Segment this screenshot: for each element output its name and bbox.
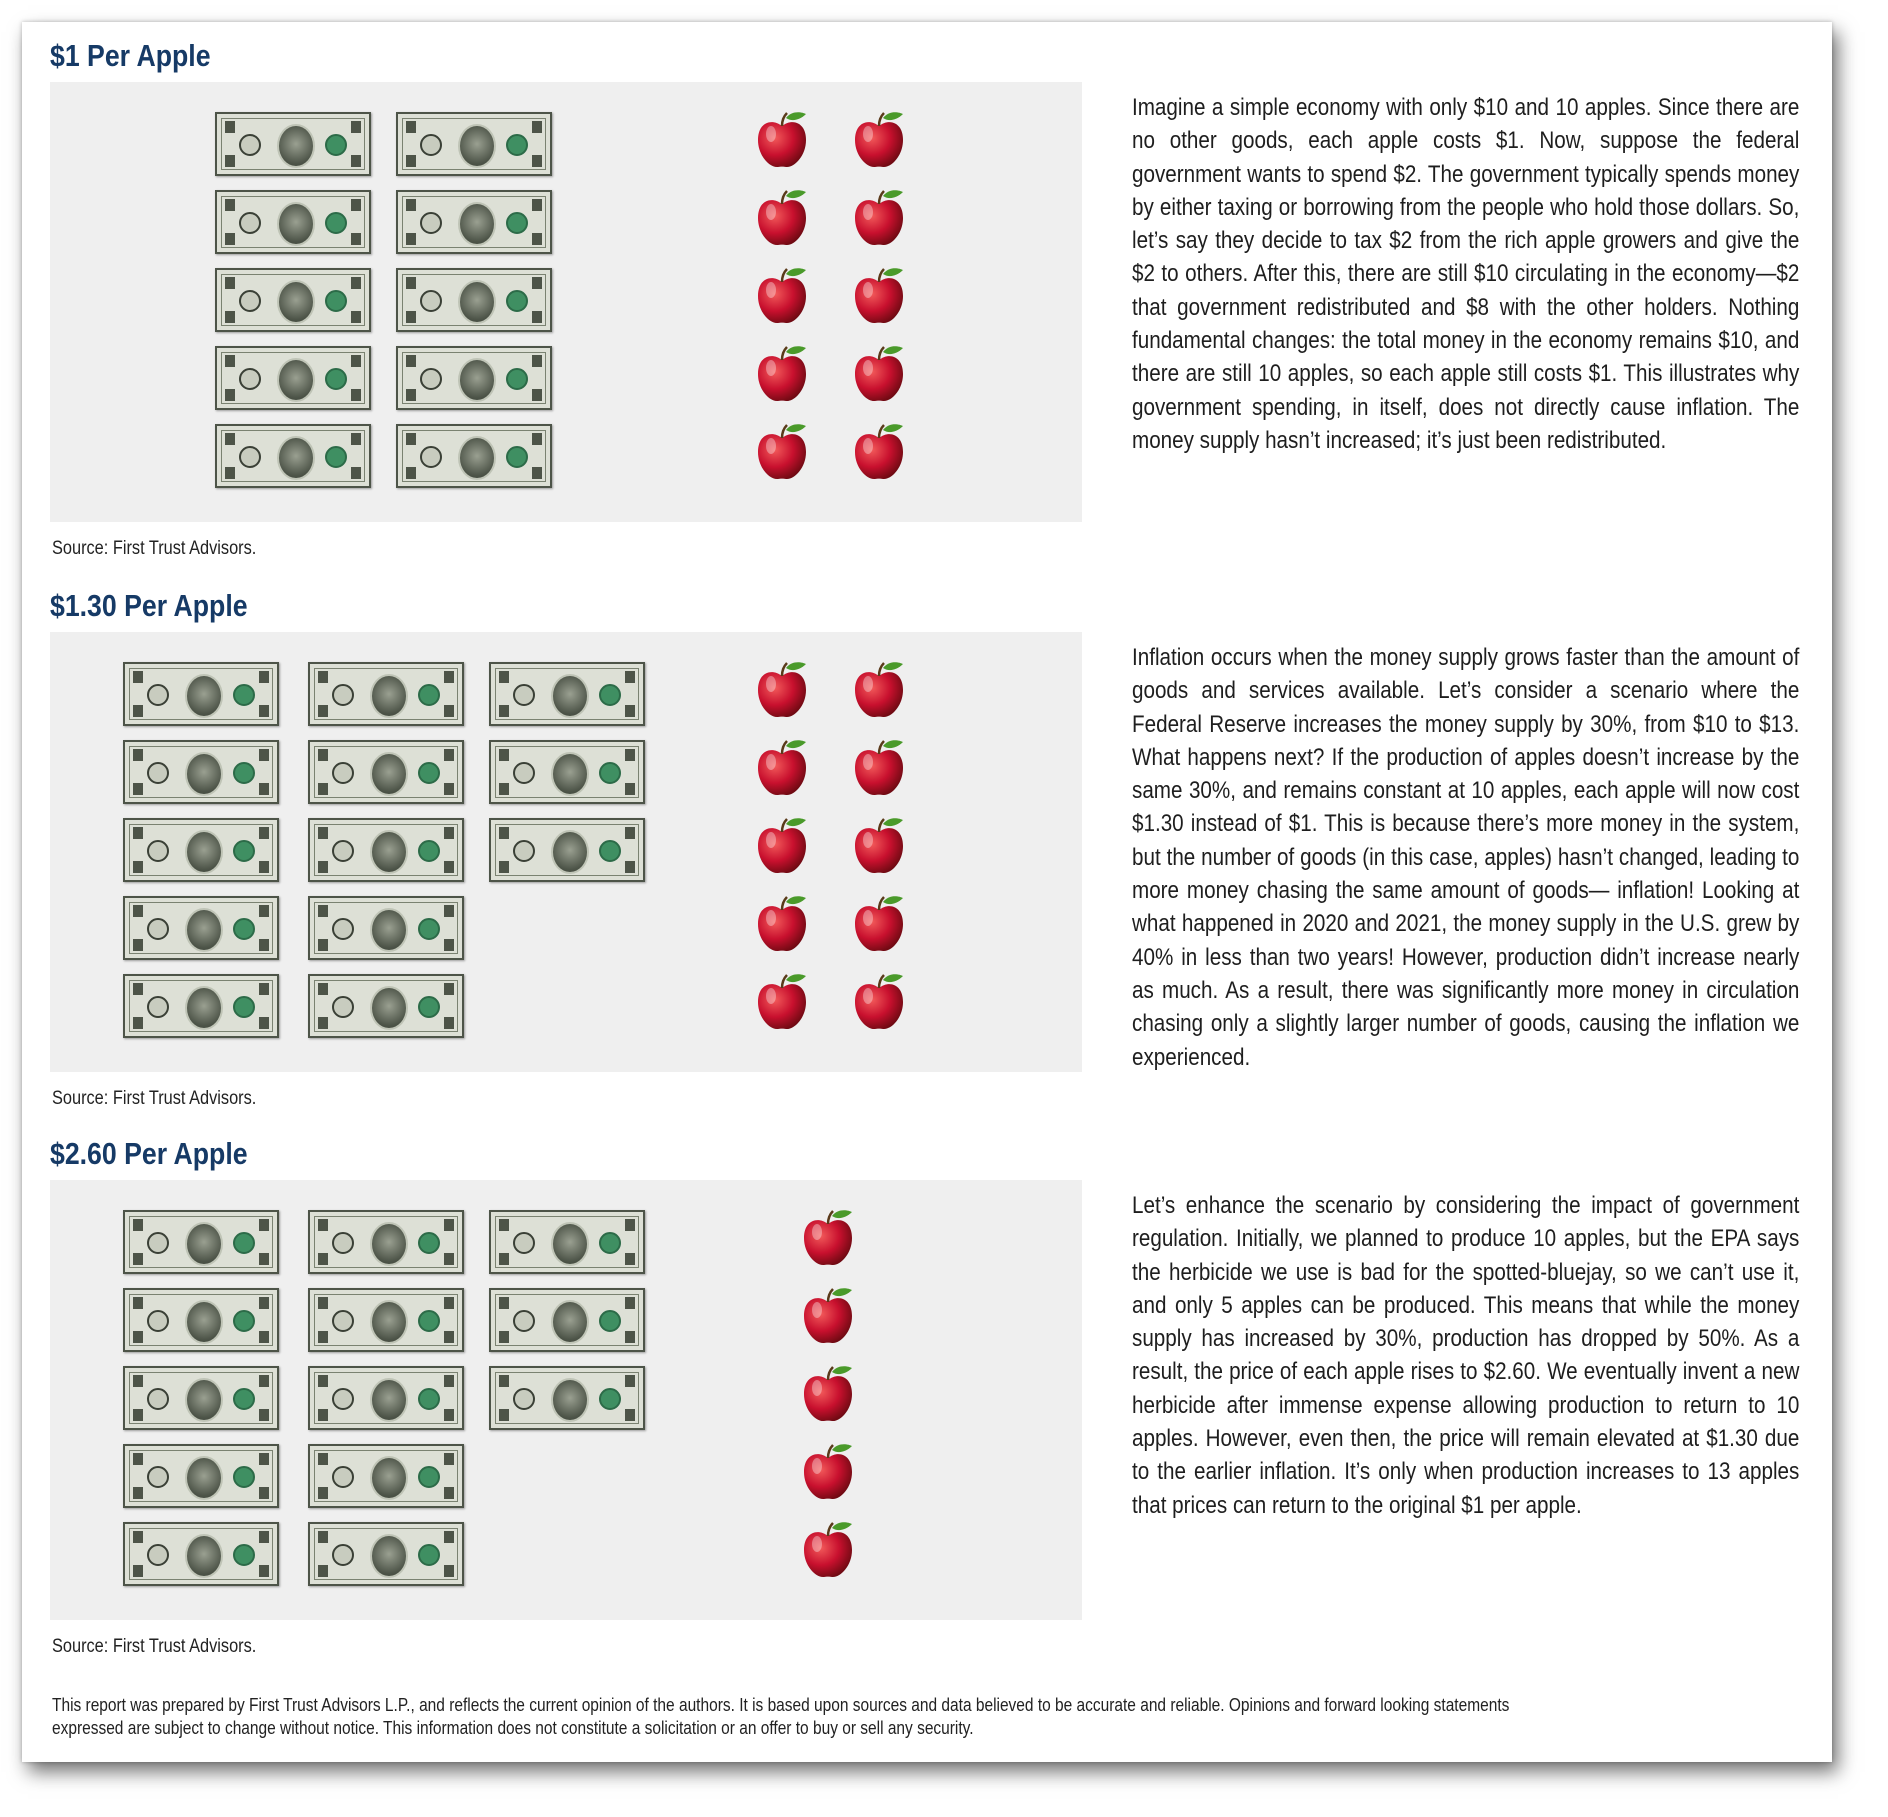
dollar-bill-icon xyxy=(308,1288,464,1352)
dollar-bill-icon xyxy=(215,346,371,410)
dollar-bill-icon xyxy=(308,740,464,804)
dollar-bill-icon xyxy=(489,1288,645,1352)
apple-icon xyxy=(754,344,810,404)
dollar-bill-icon xyxy=(123,896,279,960)
dollar-bill-icon xyxy=(396,190,552,254)
section-description: Let’s enhance the scenario by considering the impact of government regulation. Initially, we planned to produce 10 apples, but the EPA says the herbicide we use is bad for the spotted-bluejay, so we can’t use it, and only 5 apples can be produced. This means that while the money supply has increased by 30%, production has dropped by 50%. As a result, the price of each apple rises to $2.60. We eventually invent a new herbicide after immense expense allowing production to return to 10 apples. However, even then, the price will remain elevated at $1.30 due to the earlier inflation. It’s only when production increases to 13 apples that prices can return to the original $1 per apple. xyxy=(1132,1192,1800,1519)
apple-icon xyxy=(851,894,907,954)
dollar-bill-icon xyxy=(489,818,645,882)
dollar-bill-icon xyxy=(489,662,645,726)
dollar-bill-icon xyxy=(308,1444,464,1508)
dollar-bill-icon xyxy=(215,112,371,176)
apple-icon xyxy=(851,422,907,482)
dollar-bill-icon xyxy=(123,1522,279,1586)
dollar-bill-icon xyxy=(123,1288,279,1352)
apple-icon xyxy=(754,816,810,876)
dollar-bill-icon xyxy=(396,268,552,332)
dollar-bill-icon xyxy=(308,818,464,882)
dollar-bill-icon xyxy=(215,268,371,332)
source-note: Source: First Trust Advisors. xyxy=(52,1088,257,1109)
apple-icon xyxy=(754,188,810,248)
apple-icon xyxy=(800,1286,856,1346)
apple-icon xyxy=(851,110,907,170)
dollar-bill-icon xyxy=(123,974,279,1038)
apple-icon xyxy=(851,816,907,876)
dollar-bill-icon xyxy=(123,662,279,726)
dollar-bill-icon xyxy=(308,896,464,960)
section-title: $1.30 Per Apple xyxy=(50,588,248,623)
apple-icon xyxy=(851,344,907,404)
dollar-bill-icon xyxy=(123,1366,279,1430)
apple-icon xyxy=(800,1442,856,1502)
report-page xyxy=(22,22,1832,1762)
apple-icon xyxy=(800,1364,856,1424)
apple-icon xyxy=(754,972,810,1032)
dollar-bill-icon xyxy=(123,740,279,804)
dollar-bill-icon xyxy=(123,1210,279,1274)
dollar-bill-icon xyxy=(215,424,371,488)
dollar-bill-icon xyxy=(123,1444,279,1508)
apple-icon xyxy=(754,110,810,170)
dollar-bill-icon xyxy=(308,662,464,726)
apple-icon xyxy=(851,188,907,248)
dollar-bill-icon xyxy=(308,1210,464,1274)
section-1-dollar-per-apple xyxy=(22,38,1832,558)
apple-icon xyxy=(754,738,810,798)
dollar-bill-icon xyxy=(308,1366,464,1430)
section-title: $1 Per Apple xyxy=(50,38,211,73)
apple-icon xyxy=(851,738,907,798)
section-description: Imagine a simple economy with only $10 and 10 apples. Since there are no other goods, each apple costs $1. Now, suppose the federal government wants to spend $2. The government typically spends money by either taxing or borrowing from the people who hold those dollars. So, let’s say they decide to tax $2 from the rich apple growers and give the $2 to others. After this, there are still $10 circulating in the economy—$2 that government redistributed and $8 with the other holders. Nothing fundamental changes: the total money in the economy remains $10, and there are still 10 apples, so each apple still costs $1. This illustrates why government spending, in itself, does not directly cause inflation. The money supply hasn’t increased; it’s just been redistributed. xyxy=(1132,94,1800,454)
illustration-panel xyxy=(50,82,1082,522)
dollar-bill-icon xyxy=(489,740,645,804)
section-title: $2.60 Per Apple xyxy=(50,1136,248,1171)
disclaimer-footer: This report was prepared by First Trust Advisors L.P., and reflects the current opinion of the authors. It is based upon sources and data believed to be accurate and reliable. Opinions and forward looking statements expressed are subject to change without notice. This information does not constitute a solicitation or an offer to buy or sell any security. xyxy=(52,1695,1510,1738)
section-2-130-per-apple xyxy=(22,588,1832,1108)
apple-icon xyxy=(754,266,810,326)
dollar-bill-icon xyxy=(396,346,552,410)
dollar-bill-icon xyxy=(396,424,552,488)
apple-icon xyxy=(800,1208,856,1268)
section-3-260-per-apple xyxy=(22,1136,1832,1656)
dollar-bill-icon xyxy=(215,190,371,254)
dollar-bill-icon xyxy=(308,974,464,1038)
apple-icon xyxy=(851,972,907,1032)
apple-icon xyxy=(851,660,907,720)
dollar-bill-icon xyxy=(489,1210,645,1274)
dollar-bill-icon xyxy=(489,1366,645,1430)
dollar-bill-icon xyxy=(123,818,279,882)
apple-icon xyxy=(851,266,907,326)
illustration-panel xyxy=(50,632,1082,1072)
apple-icon xyxy=(754,894,810,954)
source-note: Source: First Trust Advisors. xyxy=(52,1636,257,1657)
dollar-bill-icon xyxy=(308,1522,464,1586)
apple-icon xyxy=(754,422,810,482)
illustration-panel xyxy=(50,1180,1082,1620)
apple-icon xyxy=(800,1520,856,1580)
dollar-bill-icon xyxy=(396,112,552,176)
source-note: Source: First Trust Advisors. xyxy=(52,538,257,559)
apple-icon xyxy=(754,660,810,720)
section-description: Inflation occurs when the money supply grows faster than the amount of goods and services available. Let’s consider a scenario where the Federal Reserve increases the money supply by 30%, from $10 to $13. What happens next? If the production of apples doesn’t increase by the same 30%, and remains constant at 10 apples, each apple will now cost $1.30 instead of $1. This is because there’s more money in the system, but the number of goods (in this case, apples) hasn’t changed, leading to more money chasing the same amount of goods— inflation! Looking at what happened in 2020 and 2021, the money supply in the U.S. grew by 40% in less than two years! However, production didn’t increase nearly as much. As a result, there was significantly more money in circulation chasing only a slightly larger number of goods, causing the inflation we experienced. xyxy=(1132,644,1800,1071)
